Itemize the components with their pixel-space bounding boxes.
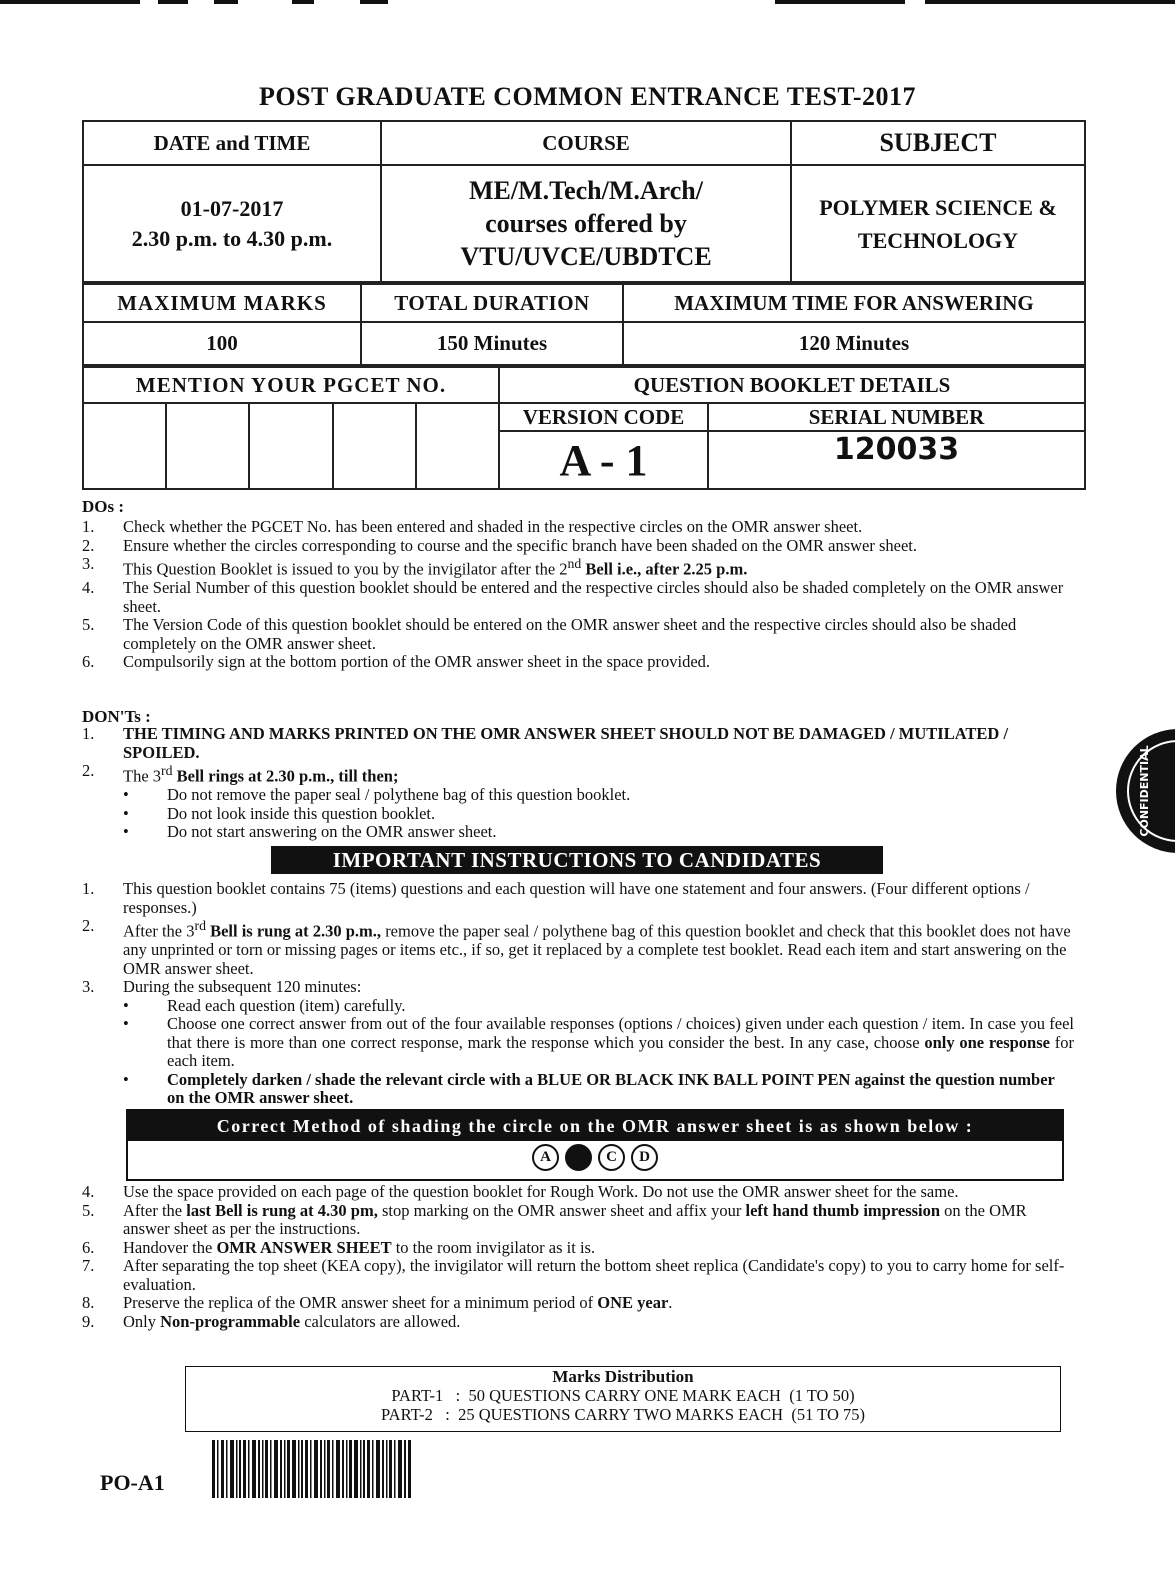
list-item xyxy=(82,555,1074,579)
bullet: • xyxy=(123,1069,129,1089)
item-text-bold: ONE year xyxy=(597,1293,669,1312)
item-number: 3. xyxy=(82,554,95,573)
pgcet-label: MENTION YOUR PGCET NO. xyxy=(83,367,499,403)
ordinal-suffix: rd xyxy=(194,918,206,933)
item-text: After the xyxy=(123,1200,187,1220)
sub-list-item xyxy=(123,997,1074,1016)
item-number: 5. xyxy=(82,1200,95,1220)
pgcet-digit-box[interactable] xyxy=(83,403,166,489)
item-text: This Question Booklet is issued to you by the invigilator after the 2 xyxy=(123,559,568,579)
bullet: • xyxy=(123,1014,129,1033)
item-number: 3. xyxy=(82,977,95,996)
list-item xyxy=(82,725,1074,762)
dos-list xyxy=(82,518,1074,672)
item-number: 5. xyxy=(82,615,95,634)
marks-row: PART-1 : 50 QUESTIONS CARRY ONE MARK EACH (1 TO 50) xyxy=(391,1386,855,1405)
sub-item-text-bold: only one response xyxy=(924,1032,1050,1052)
date-time-label: DATE and TIME xyxy=(83,121,381,165)
sub-list-item xyxy=(123,1015,1074,1071)
item-text-bold: Non-programmable xyxy=(160,1311,301,1331)
shading-example-bubbles xyxy=(128,1141,1062,1171)
item-text: The Serial Number of this question booklet should be entered and the respective circles should also be shaded completely on the OMR answer sheet. xyxy=(123,578,1064,616)
list-item xyxy=(82,518,1074,537)
serial-number-label: SERIAL NUMBER xyxy=(708,403,1085,431)
list-item xyxy=(82,616,1074,653)
item-number: 4. xyxy=(82,1182,95,1201)
omr-bubble: D xyxy=(631,1144,658,1171)
item-number: 1. xyxy=(82,879,95,898)
item-number: 6. xyxy=(82,1237,95,1257)
marks-distribution-box xyxy=(185,1366,1061,1432)
donts-heading: DON'Ts : xyxy=(82,707,151,726)
sub-list xyxy=(123,997,1074,1108)
serial-number-value: 120033 xyxy=(708,431,1085,489)
item-text-bold: left hand thumb impression xyxy=(745,1200,941,1220)
course-line: VTU/UVCE/UBDTCE xyxy=(460,242,712,271)
item-text: calculators are allowed. xyxy=(300,1311,461,1331)
item-number: 2. xyxy=(82,761,95,780)
booklet-details-label: QUESTION BOOKLET DETAILS xyxy=(499,367,1085,403)
course-line: ME/M.Tech/M.Arch/ xyxy=(469,176,703,205)
item-number: 2. xyxy=(82,916,95,935)
item-text-bold: THE TIMING AND MARKS PRINTED ON THE OMR ANSWER SHEET SHOULD NOT BE DAMAGED / MUTILATED / SPOILED. xyxy=(123,724,1009,762)
confidential-seal-icon xyxy=(1112,724,1175,859)
sub-item-text: Choose one correct answer from out of the four available responses (options / choices) given under each question / item. In case you feel that there is more than one correct response, mark the response which you consider the best. In any case, choose xyxy=(167,1014,1074,1052)
item-number: 7. xyxy=(82,1256,95,1275)
list-item xyxy=(82,1257,1074,1294)
item-text: on the OMR answer sheet as per the instructions. xyxy=(123,1200,1027,1238)
bullet: • xyxy=(123,822,129,841)
item-text-bold: Bell i.e., after 2.25 p.m. xyxy=(581,559,748,579)
marks-row: PART-2 : 25 QUESTIONS CARRY TWO MARKS EACH (51 TO 75) xyxy=(381,1405,865,1424)
total-duration-value: 150 Minutes xyxy=(361,322,623,365)
marks-distribution-heading: Marks Distribution xyxy=(552,1367,694,1386)
sub-item-text-bold: Completely darken / shade the relevant circle with a BLUE OR BLACK INK BALL POINT PEN against the question number on the OMR answer sheet. xyxy=(167,1069,1055,1107)
list-item xyxy=(82,1202,1074,1239)
item-text-bold: Bell is rung at 2.30 p.m., xyxy=(205,921,382,941)
list-item xyxy=(82,917,1074,978)
list-item xyxy=(82,1183,1074,1202)
marks-duration-table xyxy=(82,283,1086,366)
instructions-list-b xyxy=(82,1183,1074,1331)
item-text: Compulsorily sign at the bottom portion of the OMR answer sheet in the space provided. xyxy=(123,652,711,671)
item-text: After separating the top sheet (KEA copy), the invigilator will return the bottom sheet replica (Candidate's copy) to you to carry home for self-evaluation. xyxy=(123,1256,1065,1294)
item-text: to the room invigilator as it is. xyxy=(391,1237,596,1257)
max-marks-value: 100 xyxy=(83,322,361,365)
bullet: • xyxy=(123,803,129,823)
max-marks-label: MAXIMUM MARKS xyxy=(83,284,361,322)
dos-heading: DOs : xyxy=(82,497,125,516)
item-text: stop marking on the OMR answer sheet and affix your xyxy=(377,1200,746,1220)
item-text: . xyxy=(668,1293,673,1312)
item-text: After the 3 xyxy=(123,921,195,941)
omr-bubble: A xyxy=(532,1144,559,1171)
list-item xyxy=(82,1239,1074,1258)
sub-item-text: Read each question (item) carefully. xyxy=(167,995,406,1015)
list-item xyxy=(82,653,1074,672)
instructions-list-a xyxy=(82,880,1074,1108)
item-text: Handover the xyxy=(123,1237,217,1257)
list-item xyxy=(82,1294,1074,1313)
list-item xyxy=(82,579,1074,616)
item-text-bold: OMR ANSWER SHEET xyxy=(216,1237,392,1257)
bullet: • xyxy=(123,785,129,804)
sub-item-text: Do not look inside this question booklet. xyxy=(167,803,436,823)
item-text: Ensure whether the circles corresponding to course and the specific branch have been shaded on the OMR answer sheet. xyxy=(123,535,918,555)
item-number: 1. xyxy=(82,517,95,536)
item-number: 6. xyxy=(82,652,95,671)
sub-list-item xyxy=(123,1071,1074,1108)
bullet: • xyxy=(123,995,129,1015)
item-text: The Version Code of this question booklet should be entered on the OMR answer sheet and the respective circles should also be shaded completely on the OMR answer sheet. xyxy=(123,615,1017,653)
item-number: 2. xyxy=(82,535,95,555)
exam-time: 2.30 p.m. to 4.30 p.m. xyxy=(131,225,333,251)
list-item xyxy=(82,880,1074,917)
max-time-label: MAXIMUM TIME FOR ANSWERING xyxy=(623,284,1085,322)
subject-label: SUBJECT xyxy=(791,121,1085,165)
item-number: 8. xyxy=(82,1293,95,1312)
pgcet-digit-box[interactable] xyxy=(333,403,416,489)
item-text: Use the space provided on each page of the question booklet for Rough Work. Do not use the OMR answer sheet for the same. xyxy=(123,1182,959,1201)
course-line: courses offered by xyxy=(485,209,687,238)
page-title: POST GRADUATE COMMON ENTRANCE TEST-2017 xyxy=(258,82,917,111)
subject-line: TECHNOLOGY xyxy=(857,227,1019,253)
exam-info-table xyxy=(82,120,1086,283)
ordinal-suffix: rd xyxy=(161,763,173,778)
list-item xyxy=(82,978,1074,1108)
list-item xyxy=(82,762,1074,842)
sub-list-item xyxy=(123,823,1074,842)
item-text-bold: Bell rings at 2.30 p.m., till then; xyxy=(172,766,399,786)
item-number: 9. xyxy=(82,1311,95,1331)
list-item xyxy=(82,537,1074,556)
seal-text: CONFIDENTIAL xyxy=(1138,745,1151,837)
barcode-icon xyxy=(212,1440,412,1498)
item-number: 4. xyxy=(82,578,95,597)
shading-example-heading: Correct Method of shading the circle on the OMR answer sheet is as shown below : xyxy=(128,1111,1062,1141)
omr-bubble: C xyxy=(598,1144,625,1171)
item-text: During the subsequent 120 minutes: xyxy=(123,977,362,996)
sub-list-item xyxy=(123,805,1074,824)
version-code-value: A - 1 xyxy=(499,431,708,489)
item-text: remove the paper seal / polythene bag of this question booklet and check that this booklet does not have any unprinted or torn or missing pages or items etc., if so, get it replaced by a complete test booklet. Read each item and start answering on the OMR answer sheet. xyxy=(123,921,1071,978)
subject-line: POLYMER SCIENCE & xyxy=(819,194,1057,220)
pgcet-digit-box[interactable] xyxy=(416,403,499,489)
instructions-banner: IMPORTANT INSTRUCTIONS TO CANDIDATES xyxy=(271,846,883,874)
item-text: The 3 xyxy=(123,766,162,786)
exam-date: 01-07-2017 xyxy=(180,195,284,221)
pgcet-digit-box[interactable] xyxy=(166,403,249,489)
donts-list xyxy=(82,725,1074,842)
max-time-value: 120 Minutes xyxy=(623,322,1085,365)
course-label: COURSE xyxy=(381,121,791,165)
sub-list xyxy=(123,786,1074,842)
pgcet-digit-box[interactable] xyxy=(249,403,332,489)
item-text: Only xyxy=(123,1311,161,1331)
omr-bubble-filled: B xyxy=(565,1144,592,1171)
item-text: Check whether the PGCET No. has been entered and shaded in the respective circles on the OMR answer sheet. xyxy=(123,517,863,536)
sub-item-text: Do not start answering on the OMR answer sheet. xyxy=(167,822,497,841)
item-text: This question booklet contains 75 (items) questions and each question will have one statement and four answers. (Four different options / responses.) xyxy=(123,879,1030,917)
ordinal-suffix: nd xyxy=(567,556,582,571)
item-text-bold: last Bell is rung at 4.30 pm, xyxy=(186,1200,378,1220)
item-number: 1. xyxy=(82,724,95,743)
item-text: Preserve the replica of the OMR answer sheet for a minimum period of xyxy=(123,1293,598,1312)
sub-item-text: Do not remove the paper seal / polythene bag of this question booklet. xyxy=(167,785,631,804)
version-code-label: VERSION CODE xyxy=(499,403,708,431)
total-duration-label: TOTAL DURATION xyxy=(361,284,623,322)
shading-example-box xyxy=(126,1109,1064,1181)
sub-list-item xyxy=(123,786,1074,805)
list-item xyxy=(82,1313,1074,1332)
sub-item-text: for each item. xyxy=(167,1032,1074,1070)
booklet-code: PO-A1 xyxy=(100,1470,165,1495)
pgcet-booklet-table xyxy=(82,366,1086,490)
